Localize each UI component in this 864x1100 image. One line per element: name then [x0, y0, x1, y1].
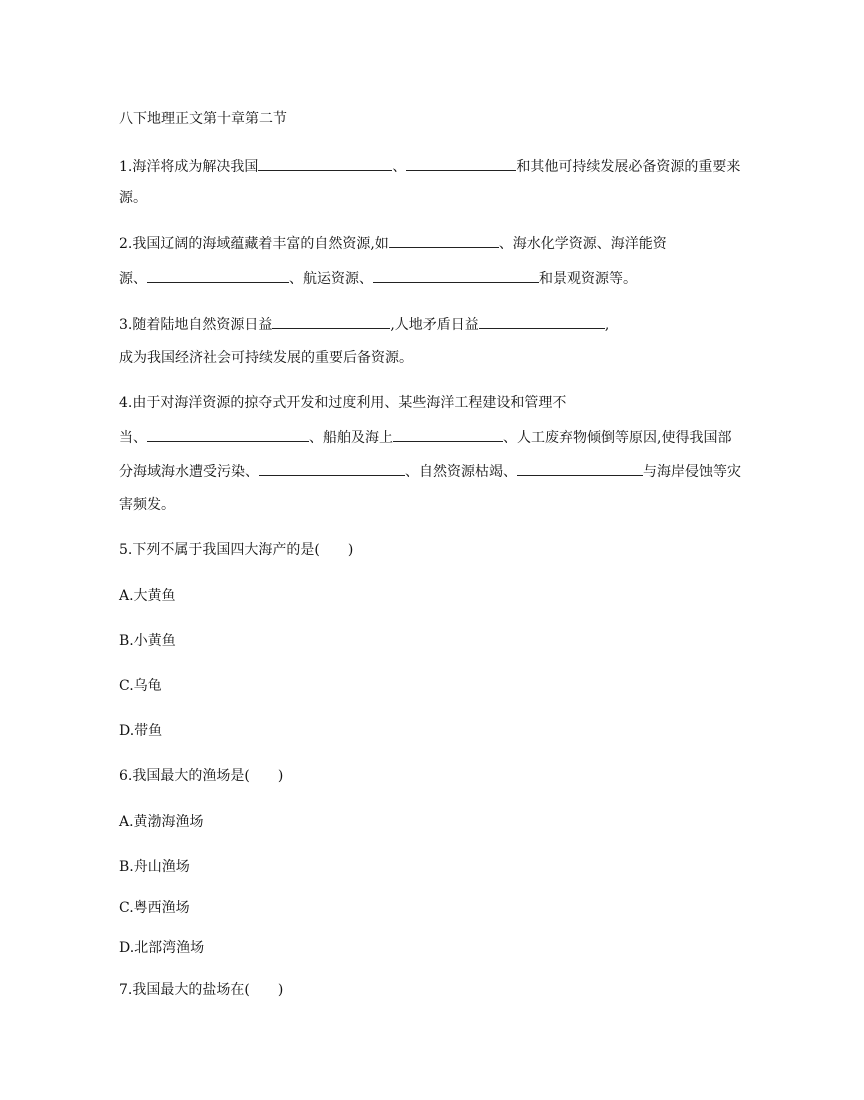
q4-blank-1[interactable]: [147, 427, 309, 442]
q1-text-a: 1.海洋将成为解决我国: [119, 159, 259, 175]
q3-text-b: ,人地矛盾日益: [390, 317, 479, 333]
q1-blank-1[interactable]: [258, 156, 392, 171]
q4-text-d: 、人工废弃物倾倒等原因,使得我国部: [503, 430, 732, 446]
q2-blank-1[interactable]: [389, 233, 499, 248]
q2-text-c: 源、: [119, 271, 147, 287]
q4-blank-3[interactable]: [259, 461, 405, 476]
q1-text-c: 和其他可持续发展必备资源的重要来: [516, 159, 741, 175]
q6-option-a: A.黄渤海渔场: [119, 814, 204, 830]
question-4-line-4: 害频发。: [119, 497, 175, 513]
q2-text-d: 、航运资源、: [289, 271, 373, 287]
q3-blank-2[interactable]: [479, 314, 605, 329]
question-3-line-2: 成为我国经济社会可持续发展的重要后备资源。: [119, 350, 413, 366]
q1-blank-2[interactable]: [406, 156, 516, 171]
document-title: 八下地理正文第十章第二节: [119, 111, 287, 127]
question-4-line-3: [119, 461, 764, 482]
q3-text-c: ,: [604, 317, 610, 333]
q5-option-a: A.大黄鱼: [119, 588, 176, 604]
q6-option-b: B.舟山渔场: [119, 859, 190, 875]
q5-option-b: B.小黄鱼: [119, 633, 176, 649]
q4-text-f: 、自然资源枯竭、: [405, 464, 517, 480]
q5-option-c: C.乌龟: [119, 678, 162, 694]
q4-text-b: 当、: [119, 430, 147, 446]
q2-blank-3[interactable]: [373, 268, 539, 283]
q2-text-e: 和景观资源等。: [539, 271, 637, 287]
q6-option-c: C.粤西渔场: [119, 900, 190, 916]
question-4-line-2: [119, 427, 764, 448]
question-2-line-1: [119, 233, 764, 254]
q4-text-c: 、船舶及海上: [309, 430, 393, 446]
question-2-line-2: [119, 268, 764, 289]
question-1-line-1: [119, 156, 764, 177]
q2-blank-2[interactable]: [147, 268, 289, 283]
question-4-line-1: 4.由于对海洋资源的掠夺式开发和过度利用、某些海洋工程建设和管理不: [119, 395, 567, 411]
q3-blank-1[interactable]: [272, 314, 390, 329]
q4-blank-2[interactable]: [393, 427, 503, 442]
q2-text-a: 2.我国辽阔的海域蕴藏着丰富的自然资源,如: [119, 236, 389, 252]
q4-text-g: 与海岸侵蚀等灾: [643, 464, 741, 480]
q5-option-d: D.带鱼: [119, 723, 163, 739]
q1-text-b: 、: [392, 159, 407, 175]
question-6-stem: 6.我国最大的渔场是( ): [119, 768, 284, 784]
question-1-line-2: 源。: [119, 190, 147, 206]
q4-text-e: 分海域海水遭受污染、: [119, 464, 259, 480]
q6-option-d: D.北部湾渔场: [119, 940, 205, 956]
q3-text-a: 3.随着陆地自然资源日益: [119, 317, 273, 333]
question-5-stem: 5.下列不属于我国四大海产的是( ): [119, 542, 354, 558]
q4-blank-4[interactable]: [517, 461, 643, 476]
question-7-stem: 7.我国最大的盐场在( ): [119, 982, 284, 998]
question-3-line-1: [119, 314, 764, 335]
q2-text-b: 、海水化学资源、海洋能资: [498, 236, 667, 252]
